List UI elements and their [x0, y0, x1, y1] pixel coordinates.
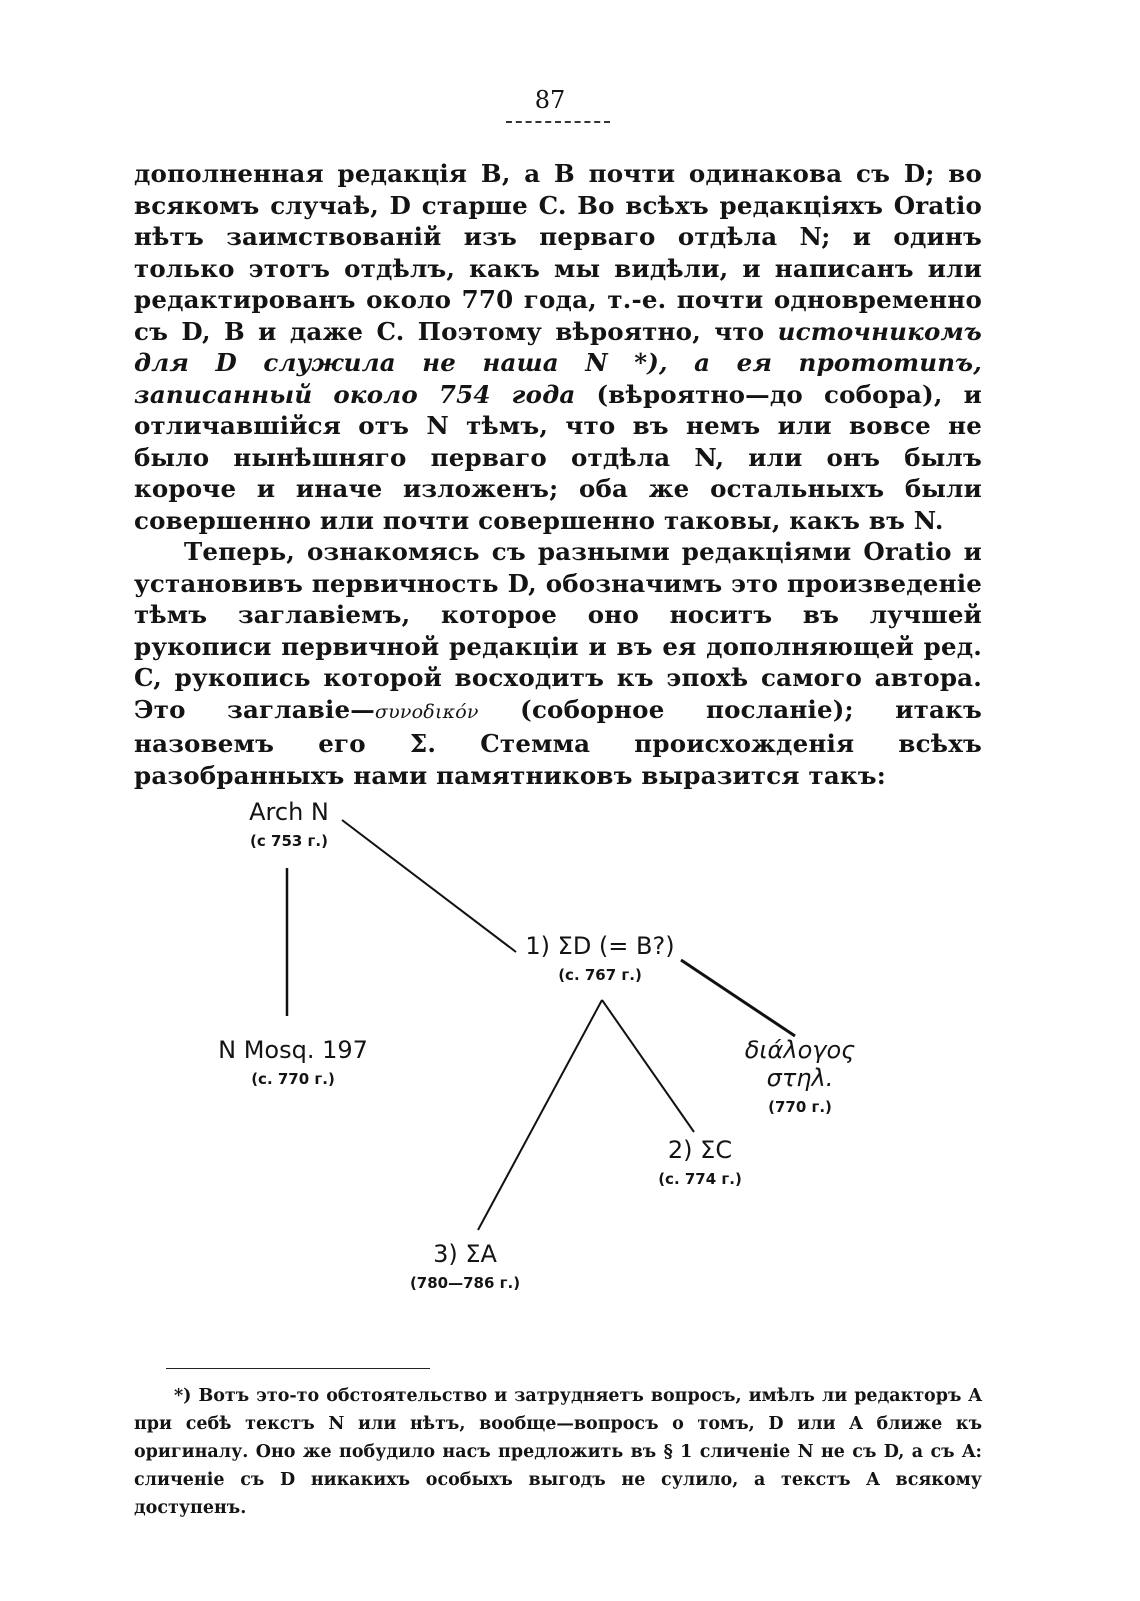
- node-n-mosq: [208, 1036, 378, 1088]
- header-rule: [506, 121, 610, 123]
- node-sigma-a-date: (780—786 г.): [409, 1274, 521, 1292]
- edge-sd-dialogos: [681, 960, 795, 1036]
- edge-sd-sc: [602, 1000, 694, 1132]
- node-sigma-c-date: (c. 774 г.): [658, 1170, 742, 1188]
- paragraph-1-text-a: дополненная редакція B, а B почти одинакова съ D; во всякомъ случаѣ, D старше C. Во всѣхъ редакціяхъ Oratio нѣтъ заимствованій изъ перваго отдѣла N; и одинъ только этотъ отдѣлъ, какъ мы видѣли, и написанъ или редактированъ около 770 года, т.-е. почти одновременно съ D, B и даже C. Поэтому вѣроятно, что: [134, 159, 982, 346]
- node-arch-n-name: Arch N: [249, 798, 329, 826]
- node-sigma-a-name: 3) ΣA: [433, 1240, 497, 1268]
- node-n-mosq-date: (c. 770 г.): [251, 1070, 335, 1088]
- node-dialogos-date: (770 г.): [768, 1098, 832, 1116]
- node-sigma-a: [390, 1240, 540, 1292]
- node-dialogos-name: διάλογος στηλ.: [744, 1036, 856, 1092]
- footnote: *) Вотъ это-то обстоятельство и затрудняетъ вопросъ, имѣлъ ли редакторъ A при себѣ текстъ N или нѣтъ, вообще—вопросъ о томъ, D или A ближе къ оригиналу. Оно же побудило насъ предложить въ § 1 сличеніе N не съ D, а съ A: сличеніе съ D никакихъ особыхъ выгодъ не сулило, а текстъ A всякому доступенъ.: [134, 1386, 982, 1518]
- paragraph-2-text-b: (соборное посланіе); итакъ назовемъ его Σ. Стемма происхожденія всѣхъ разобранныхъ нами памятниковъ выразится такъ:: [134, 694, 982, 790]
- paragraph-2: [134, 536, 982, 791]
- paragraph-1: [134, 158, 982, 536]
- node-sigma-c: [640, 1136, 760, 1188]
- node-sigma-d-name: 1) ΣD (= B?): [525, 932, 675, 960]
- node-dialogos: [710, 1036, 890, 1116]
- node-sigma-d-date: (c. 767 г.): [558, 966, 642, 984]
- node-arch-n: [224, 798, 354, 850]
- paragraph-1-text-b: (вѣроятно—до собора), и отличавшійся отъ N тѣмъ, что въ немъ или вовсе не было нынѣшняго перваго отдѣла N, или онъ былъ короче и иначе изложенъ; оба же остальныхъ были совершенно или почти совершенно таковы, какъ въ N.: [134, 379, 982, 535]
- node-sigma-d: [505, 932, 695, 984]
- paragraph-2-text-a: Теперь, ознакомясь съ разными редакціями Oratio и установивъ первичность D, обозначимъ это произведеніе тѣмъ заглавіемъ, которое оно носитъ въ лучшей рукописи первичной редакціи и въ ея дополняющей ред. C, рукопись которой восходитъ къ эпохѣ самого автора. Это заглавіе—: [134, 537, 982, 724]
- node-sigma-c-name: 2) ΣC: [667, 1136, 733, 1164]
- page-number: 87: [534, 86, 566, 114]
- node-arch-n-date: (c 753 г.): [250, 832, 328, 850]
- paragraph-1-italic: источникомъ для D служила не наша N *), а ея прототипъ, записанный около 754 года: [134, 316, 982, 409]
- stemma-diagram: [0, 780, 1140, 1340]
- body-text: [134, 158, 982, 791]
- greek-title: συνοδικόν: [375, 700, 479, 723]
- stemma-lines: [0, 780, 1140, 1340]
- footnote-rule: [166, 1368, 430, 1369]
- node-n-mosq-name: N Mosq. 197: [218, 1036, 368, 1064]
- edge-sd-sa: [478, 1000, 602, 1230]
- edge-arch-sd: [342, 820, 516, 952]
